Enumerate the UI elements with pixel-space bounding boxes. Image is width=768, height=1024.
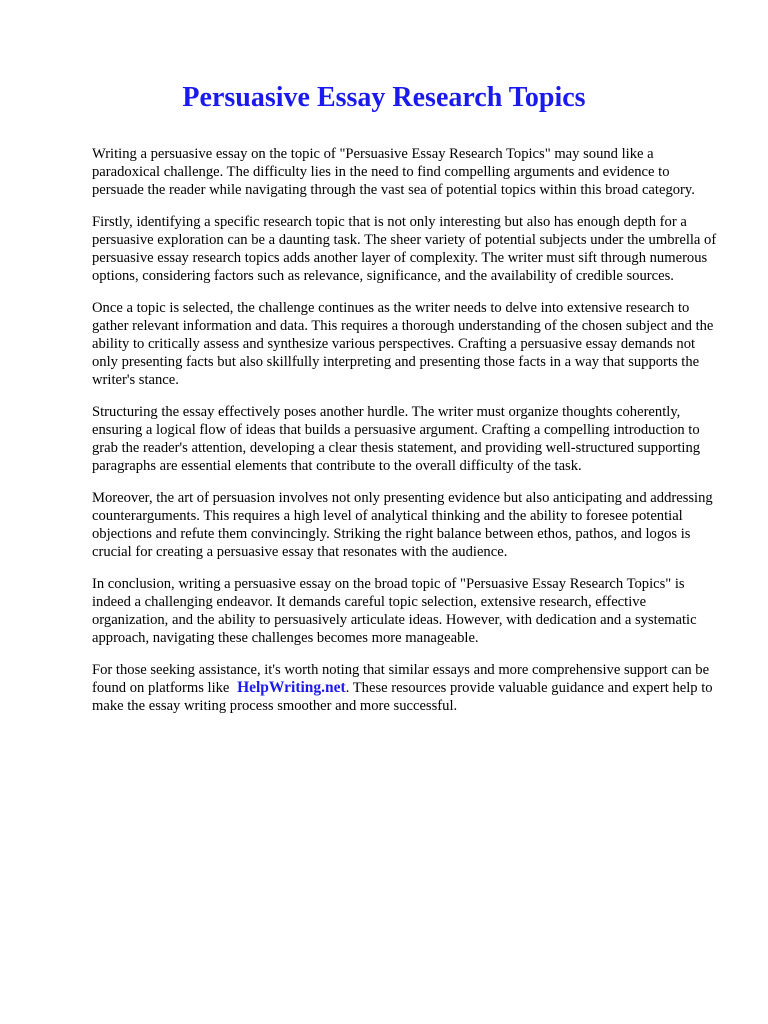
helpwriting-link[interactable]: HelpWriting.net	[237, 679, 346, 696]
assistance-text-after: . These resources provide valuable guidance and expert help to make the essay writing process smoother and more successful.	[92, 680, 713, 714]
paragraph-conclusion: In conclusion, writing a persuasive essay on the broad topic of "Persuasive Essay Research Topics" is indeed a challenging endeavor. It demands careful topic selection, extensive research, effective organization, and the ability to persuasively articulate ideas. However, with dedication and a systematic approach, navigating these challenges becomes more manageable.	[92, 576, 697, 646]
assistance-text-before: For those seeking assistance, it's worth noting that similar essays and more comprehensive support can be found on platforms like	[92, 662, 710, 696]
page-title: Persuasive Essay Research Topics	[182, 82, 586, 113]
paragraph-research: Once a topic is selected, the challenge continues as the writer needs to delve into extensive research to gather relevant information and data. This requires a thorough understanding of the chosen subject and the ability to critically assess and synthesize various perspectives. Crafting a persuasive essay demands not only presenting facts but also skillfully interpreting and presenting those facts in a way that supports the writer's stance.	[92, 300, 714, 388]
paragraph-intro: Writing a persuasive essay on the topic of "Persuasive Essay Research Topics" may sound like a paradoxical challenge. The difficulty lies in the need to find compelling arguments and evidence to persuade the reader while navigating through the vast sea of potential topics within this broad category.	[92, 146, 695, 198]
paragraph-persuasion: Moreover, the art of persuasion involves not only presenting evidence but also anticipating and addressing counterarguments. This requires a high level of analytical thinking and the ability to foresee potential objections and refute them convincingly. Striking the right balance between ethos, pathos, and logos is crucial for creating a persuasive essay that resonates with the audience.	[92, 490, 713, 560]
paragraph-assistance	[92, 661, 720, 715]
paragraph-topic-selection: Firstly, identifying a specific research topic that is not only interesting but also has enough depth for a persuasive exploration can be a daunting task. The sheer variety of potential subjects under the umbrella of persuasive essay research topics adds another layer of complexity. The writer must sift through numerous options, considering factors such as relevance, significance, and the availability of credible sources.	[92, 214, 717, 284]
essay-body	[92, 145, 720, 729]
paragraph-structure: Structuring the essay effectively poses another hurdle. The writer must organize thoughts coherently, ensuring a logical flow of ideas that builds a persuasive argument. Crafting a compelling introduction to grab the reader's attention, developing a clear thesis statement, and providing well-structured supporting paragraphs are essential elements that contribute to the overall difficulty of the task.	[92, 404, 701, 474]
